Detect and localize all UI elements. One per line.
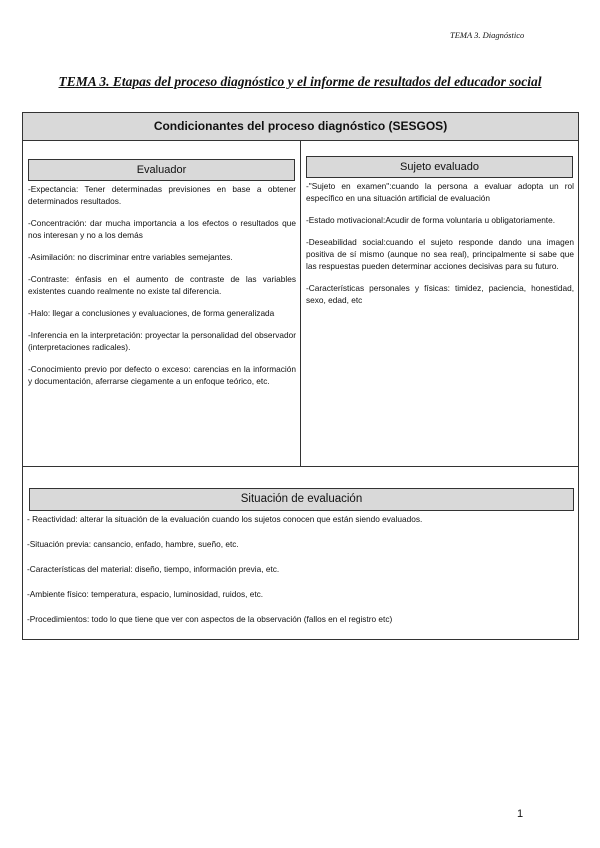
list-item: -"Sujeto en examen":cuando la persona a evaluar adopta un rol específico en una situación artificial de evaluación bbox=[306, 181, 574, 203]
sesgos-heading: Condicionantes del proceso diagnóstico (SESGOS) bbox=[23, 113, 578, 141]
sujeto-column bbox=[301, 140, 578, 467]
list-item: -Contraste: énfasis en el aumento de contraste de las variables existentes cuando realmente no existe tal diferencia. bbox=[28, 274, 296, 296]
evaluador-column bbox=[23, 140, 301, 467]
list-item: -Procedimientos: todo lo que tiene que ver con aspectos de la observación (fallos en el registro etc) bbox=[27, 614, 393, 624]
sujeto-list bbox=[306, 180, 574, 316]
situacion-list bbox=[27, 513, 577, 638]
list-item: -Situación previa: cansancio, enfado, hambre, sueño, etc. bbox=[27, 539, 239, 549]
list-item: -Asimilación: no discriminar entre variables semejantes. bbox=[28, 252, 233, 262]
list-item: -Estado motivacional:Acudir de forma voluntaria u obligatoriamente. bbox=[306, 215, 556, 225]
running-header: TEMA 3. Diagnóstico bbox=[450, 30, 525, 40]
list-item: -Ambiente físico: temperatura, espacio, luminosidad, ruidos, etc. bbox=[27, 589, 264, 599]
situacion-heading: Situación de evaluación bbox=[29, 488, 574, 511]
page-title: TEMA 3. Etapas del proceso diagnóstico y el informe de resultados del educador social bbox=[58, 74, 542, 89]
list-item: -Deseabilidad social:cuando el sujeto responde dando una imagen positiva de sí mismo (aunque no sea real), principalmente si sabe que las respuestas pueden determinar acciones decisivas para su futuro. bbox=[306, 237, 574, 271]
sesgos-table bbox=[22, 112, 579, 640]
list-item: -Expectancia: Tener determinadas previsiones en base a obtener determinados resultados. bbox=[28, 184, 296, 206]
list-item: -Conocimiento previo por defecto o exceso: carencias en la información y documentación, aferrarse ciegamente a un enfoque teórico, etc. bbox=[28, 364, 296, 386]
list-item: -Inferencia en la interpretación: proyectar la personalidad del observador (interpretaciones radicales). bbox=[28, 330, 296, 352]
list-item: -Características personales y físicas: timidez, paciencia, honestidad, sexo, edad, etc bbox=[306, 283, 574, 305]
evaluador-list bbox=[28, 183, 296, 397]
list-item: -Concentración: dar mucha importancia a los efectos o resultados que nos interesan y no a los demás bbox=[28, 218, 296, 240]
list-item: - Reactividad: alterar la situación de la evaluación cuando los sujetos conocen que están siendo evaluados. bbox=[27, 514, 423, 524]
evaluador-heading: Evaluador bbox=[28, 159, 295, 181]
sujeto-heading: Sujeto evaluado bbox=[306, 156, 573, 178]
list-item: -Halo: llegar a conclusiones y evaluaciones, de forma generalizada bbox=[28, 308, 275, 318]
list-item: -Características del material: diseño, tiempo, información previa, etc. bbox=[27, 564, 280, 574]
page-number: 1 bbox=[517, 808, 524, 820]
